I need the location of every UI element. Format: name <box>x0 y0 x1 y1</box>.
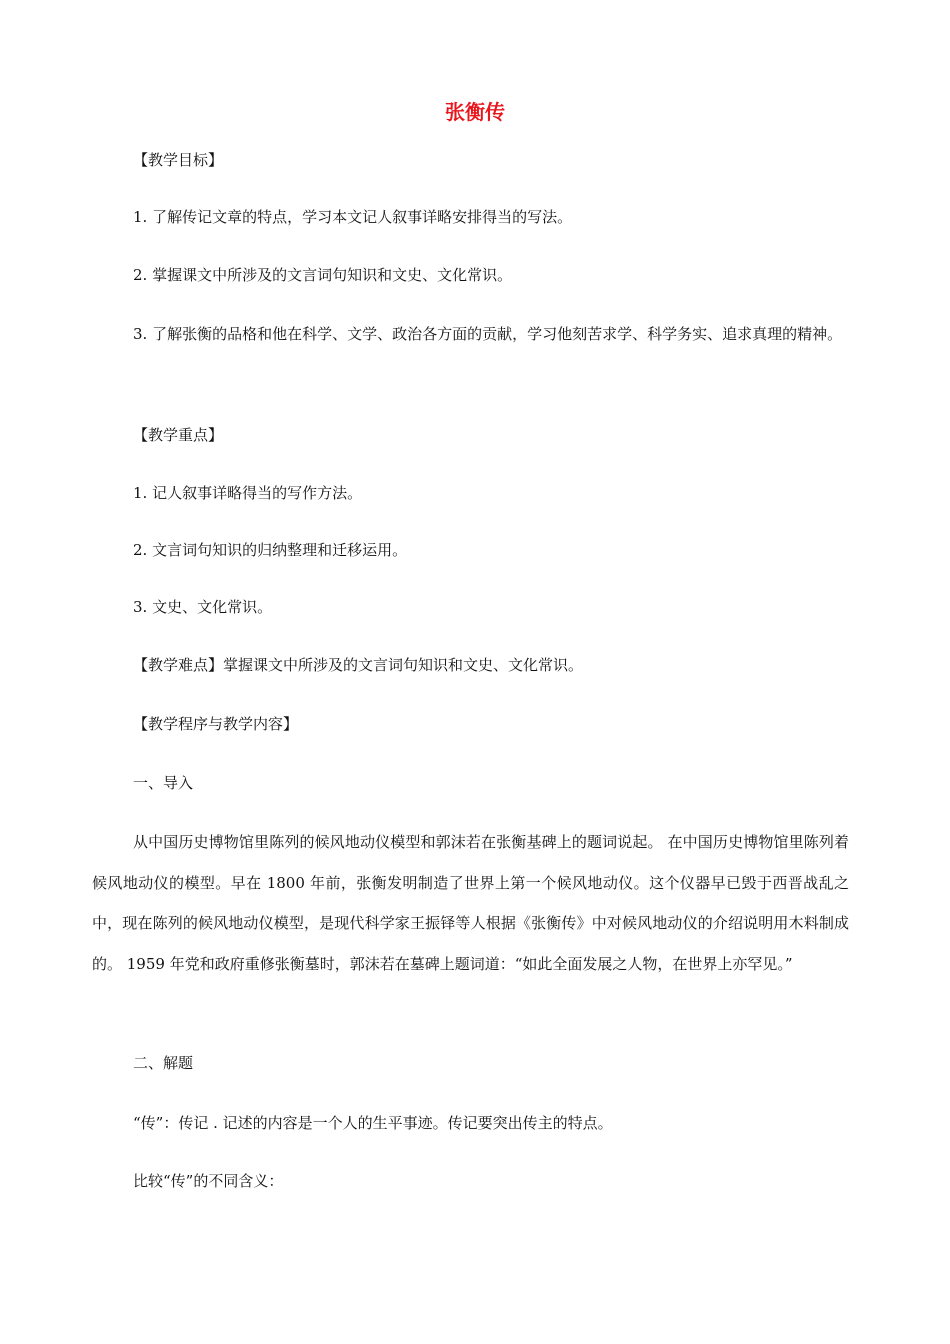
goal-item-1: 1. 了解传记文章的特点，学习本文记人叙事详略安排得当的写法。 <box>133 208 573 226</box>
key-point-item-2: 2. 文言词句知识的归纳整理和迁移运用。 <box>133 541 408 559</box>
section-1-body: 从中国历史博物馆里陈列的候风地动仪模型和郭沫若在张衡基碑上的题词说起。 在中国历史博物馆里陈列着候风地动仪的模型。早在 1800 年前，张衡发明制造了世界上第一个候风地动仪。这个仪器早已毁于西晋战乱之中，现在陈列的候风地动仪模型，是现代科学家王振铎等人根据《张衡传》中对候风地动仪的介绍说明用木料制成的。 1959 年党和政府重修张衡墓时，郭沫若在墓碑上题词道：“如此全面发展之人物，在世界上亦罕见。” <box>92 833 849 973</box>
section-2-line-1: “传”：传记 . 记述的内容是一个人的生平事迹。传记要突出传主的特点。 <box>133 1114 613 1132</box>
goal-item-3: 3. 了解张衡的品格和他在科学、文学、政治各方面的贡献，学习他刻苦求学、科学务实、追求真理的精神。 <box>133 325 843 343</box>
section-1-heading: 一、导入 <box>133 774 194 792</box>
document-title: 张衡传 <box>445 100 505 124</box>
section-2-line-2: 比较“传”的不同含义： <box>133 1172 284 1190</box>
key-points-heading: 【教学重点】 <box>133 426 224 444</box>
difficulty-line: 【教学难点】掌握课文中所涉及的文言词句知识和文史、文化常识。 <box>133 656 584 674</box>
key-point-item-1: 1. 记人叙事详略得当的写作方法。 <box>133 484 363 502</box>
procedure-heading: 【教学程序与教学内容】 <box>133 715 299 733</box>
goals-heading: 【教学目标】 <box>133 151 224 169</box>
section-2-heading: 二、解题 <box>133 1054 194 1072</box>
key-point-item-3: 3. 文史、文化常识。 <box>133 598 273 616</box>
goal-item-2: 2. 掌握课文中所涉及的文言词句知识和文史、文化常识。 <box>133 266 513 284</box>
